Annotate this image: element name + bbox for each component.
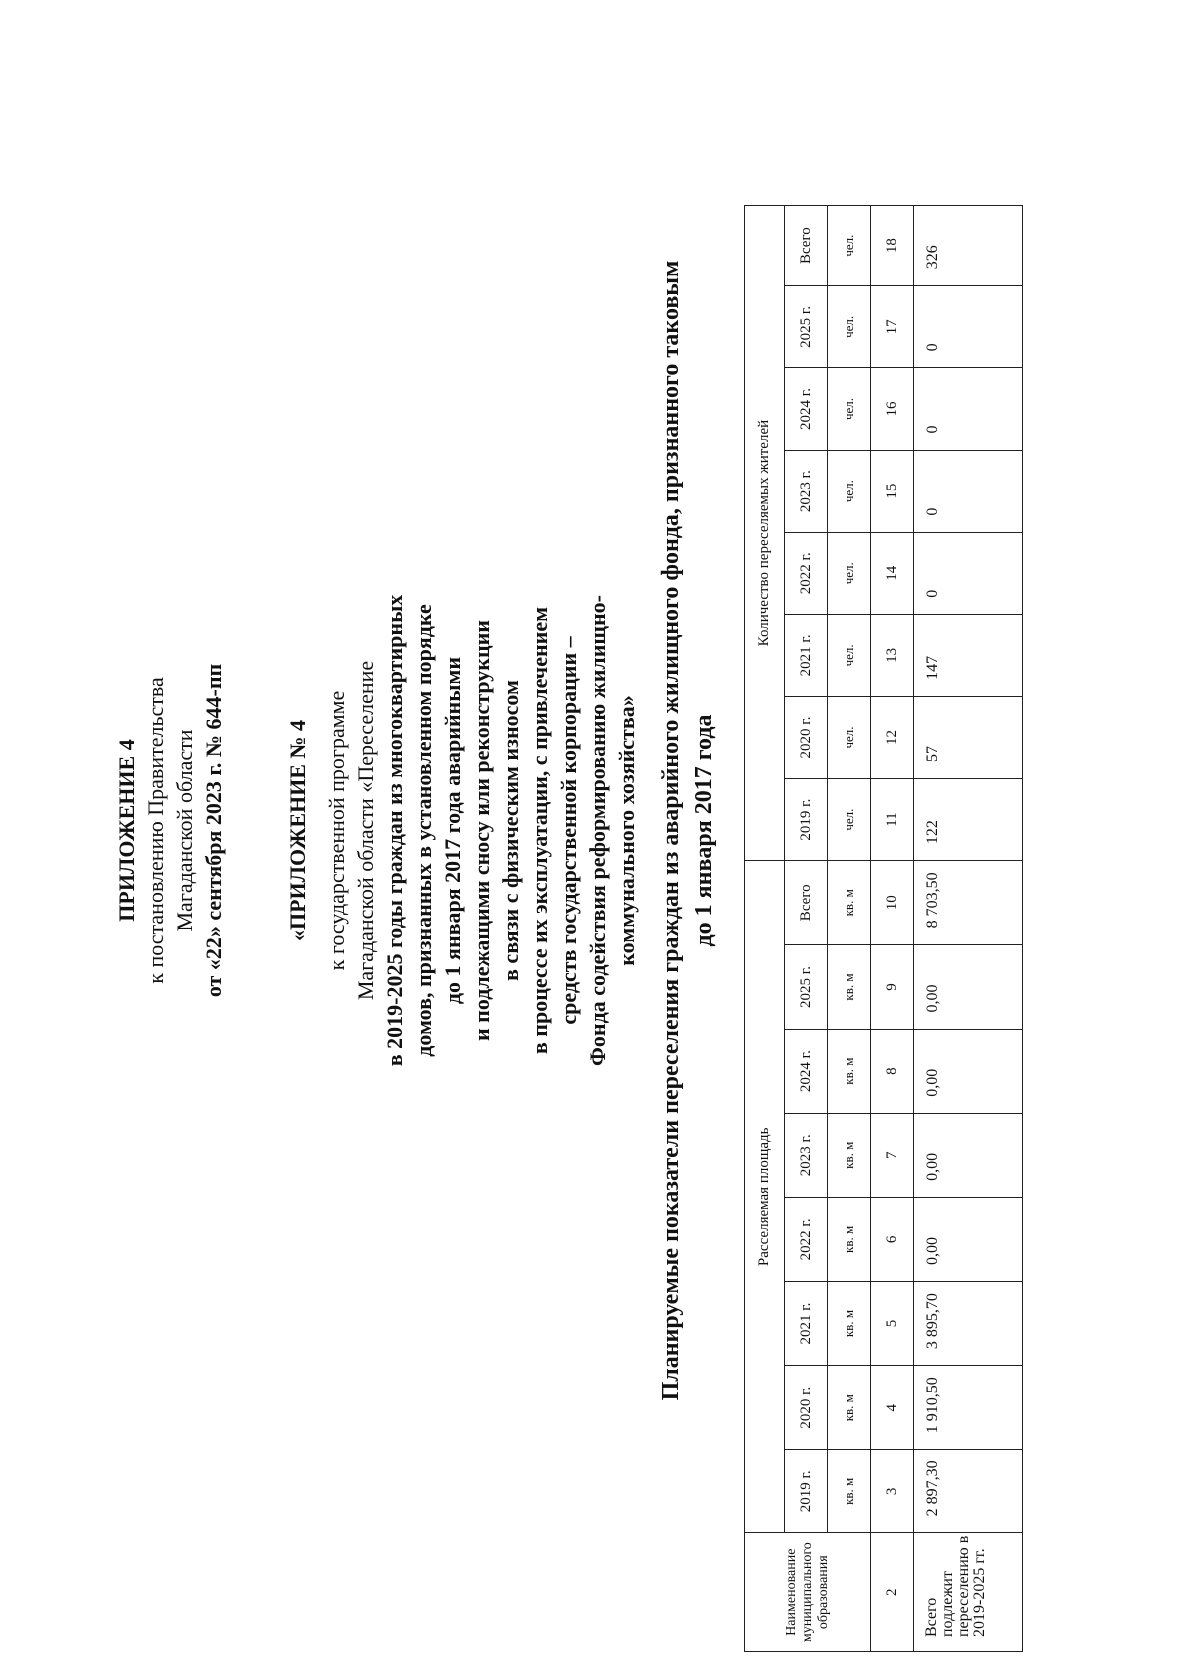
annex-line: домов, признанных в установленном порядке bbox=[411, 604, 436, 1057]
year-header: 2023 г. bbox=[785, 1113, 828, 1197]
document-title-line: до 1 января 2017 года bbox=[691, 714, 717, 947]
year-header: 2023 г. bbox=[785, 450, 828, 532]
year-header: 2025 г. bbox=[785, 945, 828, 1029]
year-header: 2024 г. bbox=[785, 1029, 828, 1113]
unit-people: чел. bbox=[828, 532, 871, 614]
year-header: 2025 г. bbox=[785, 286, 828, 368]
year-header: 2020 г. bbox=[785, 1366, 828, 1450]
annex-line: коммунального хозяйства» bbox=[614, 695, 639, 966]
column-number: 17 bbox=[871, 286, 914, 368]
annex-line: до 1 января 2017 года аварийными bbox=[440, 656, 465, 1005]
unit-area: кв. м bbox=[828, 1197, 871, 1281]
document-title bbox=[655, 0, 721, 1661]
column-number: 15 bbox=[871, 450, 914, 532]
people-value: 57 bbox=[914, 696, 1023, 778]
people-value: 122 bbox=[914, 779, 1023, 861]
people-value: 0 bbox=[914, 368, 1023, 450]
approval-title: ПРИЛОЖЕНИЕ 4 bbox=[114, 739, 139, 922]
area-value: 0,00 bbox=[914, 1197, 1023, 1281]
year-header: 2019 г. bbox=[785, 779, 828, 861]
area-value: 0,00 bbox=[914, 945, 1023, 1029]
people-value: 0 bbox=[914, 450, 1023, 532]
unit-people: чел. bbox=[828, 450, 871, 532]
resettlement-table bbox=[744, 205, 1023, 1652]
annex-line: в 2019-2025 годы граждан из многоквартирных bbox=[382, 594, 407, 1067]
unit-area: кв. м bbox=[828, 1113, 871, 1197]
column-number: 13 bbox=[871, 614, 914, 696]
column-number: 7 bbox=[871, 1113, 914, 1197]
year-header: 2022 г. bbox=[785, 1197, 828, 1281]
column-number: 16 bbox=[871, 368, 914, 450]
unit-people: чел. bbox=[828, 779, 871, 861]
area-value: 0,00 bbox=[914, 1113, 1023, 1197]
column-number: 3 bbox=[871, 1450, 914, 1533]
year-header: 2019 г. bbox=[785, 1450, 828, 1533]
document-title-line: Планируемые показатели переселения граждан из аварийного жилищного фонда, признанного таковым bbox=[658, 260, 684, 1401]
year-header: 2021 г. bbox=[785, 614, 828, 696]
year-header: 2020 г. bbox=[785, 696, 828, 778]
unit-people: чел. bbox=[828, 206, 871, 286]
area-value: 0,00 bbox=[914, 1029, 1023, 1113]
unit-people: чел. bbox=[828, 368, 871, 450]
total-row bbox=[914, 206, 1023, 1652]
year-header: Всего bbox=[785, 861, 828, 945]
unit-area: кв. м bbox=[828, 1281, 871, 1365]
unit-area: кв. м bbox=[828, 1029, 871, 1113]
people-value: 0 bbox=[914, 286, 1023, 368]
people-value: 0 bbox=[914, 532, 1023, 614]
column-number: 6 bbox=[871, 1197, 914, 1281]
area-value: 1 910,50 bbox=[914, 1366, 1023, 1450]
year-header: 2022 г. bbox=[785, 532, 828, 614]
column-number: 12 bbox=[871, 696, 914, 778]
annex-line: Магаданской области «Переселение bbox=[353, 660, 378, 1001]
year-header: Всего bbox=[785, 206, 828, 286]
approval-date-number: от «22» сентября 2023 г. № 644-пп bbox=[201, 663, 226, 998]
column-number: 9 bbox=[871, 945, 914, 1029]
area-group-header: Расселяемая площадь bbox=[745, 861, 785, 1533]
column-number: 14 bbox=[871, 532, 914, 614]
column-number: 4 bbox=[871, 1366, 914, 1450]
annex-line: и подлежащими сносу или реконструкции bbox=[469, 620, 494, 1041]
column-number: 2 bbox=[871, 1533, 914, 1652]
area-value: 3 895,70 bbox=[914, 1281, 1023, 1365]
column-number-row bbox=[871, 206, 914, 1652]
area-value: 2 897,30 bbox=[914, 1450, 1023, 1533]
people-value: 147 bbox=[914, 614, 1023, 696]
annex-line: Фонда содействия реформированию жилищно- bbox=[585, 595, 610, 1066]
unit-area: кв. м bbox=[828, 1450, 871, 1533]
year-header-row bbox=[785, 206, 828, 1652]
column-number: 11 bbox=[871, 779, 914, 861]
group-header-row bbox=[745, 206, 785, 1652]
unit-people: чел. bbox=[828, 614, 871, 696]
unit-people: чел. bbox=[828, 286, 871, 368]
year-header: 2021 г. bbox=[785, 1281, 828, 1365]
approval-line: Магаданской области bbox=[172, 729, 197, 932]
area-total-value: 8 703,50 bbox=[914, 861, 1023, 945]
people-group-header: Количество переселяемых жителей bbox=[745, 206, 785, 861]
unit-header-row bbox=[828, 206, 871, 1652]
municipality-header: Наименование муниципального образования bbox=[745, 1533, 871, 1652]
column-number: 18 bbox=[871, 206, 914, 286]
people-total-value: 326 bbox=[914, 206, 1023, 286]
total-row-label: Всего подлежит переселению в 2019-2025 гг. bbox=[914, 1533, 1023, 1652]
annex-line: в связи с физическим износом bbox=[498, 680, 523, 981]
unit-area: кв. м bbox=[828, 861, 871, 945]
approval-line: к постановлению Правительства bbox=[143, 677, 168, 984]
column-number: 5 bbox=[871, 1281, 914, 1365]
unit-area: кв. м bbox=[828, 1366, 871, 1450]
annex-line: средств государственной корпорации – bbox=[556, 636, 581, 1025]
unit-area: кв. м bbox=[828, 945, 871, 1029]
annex-block bbox=[283, 0, 641, 1661]
approval-block bbox=[112, 0, 228, 1661]
column-number: 10 bbox=[871, 861, 914, 945]
annex-line: к государственной программе bbox=[324, 690, 349, 971]
annex-title: «ПРИЛОЖЕНИЕ № 4 bbox=[285, 719, 310, 942]
column-number: 8 bbox=[871, 1029, 914, 1113]
year-header: 2024 г. bbox=[785, 368, 828, 450]
annex-line: в процессе их эксплуатации, с привлечением bbox=[527, 606, 552, 1055]
unit-people: чел. bbox=[828, 696, 871, 778]
